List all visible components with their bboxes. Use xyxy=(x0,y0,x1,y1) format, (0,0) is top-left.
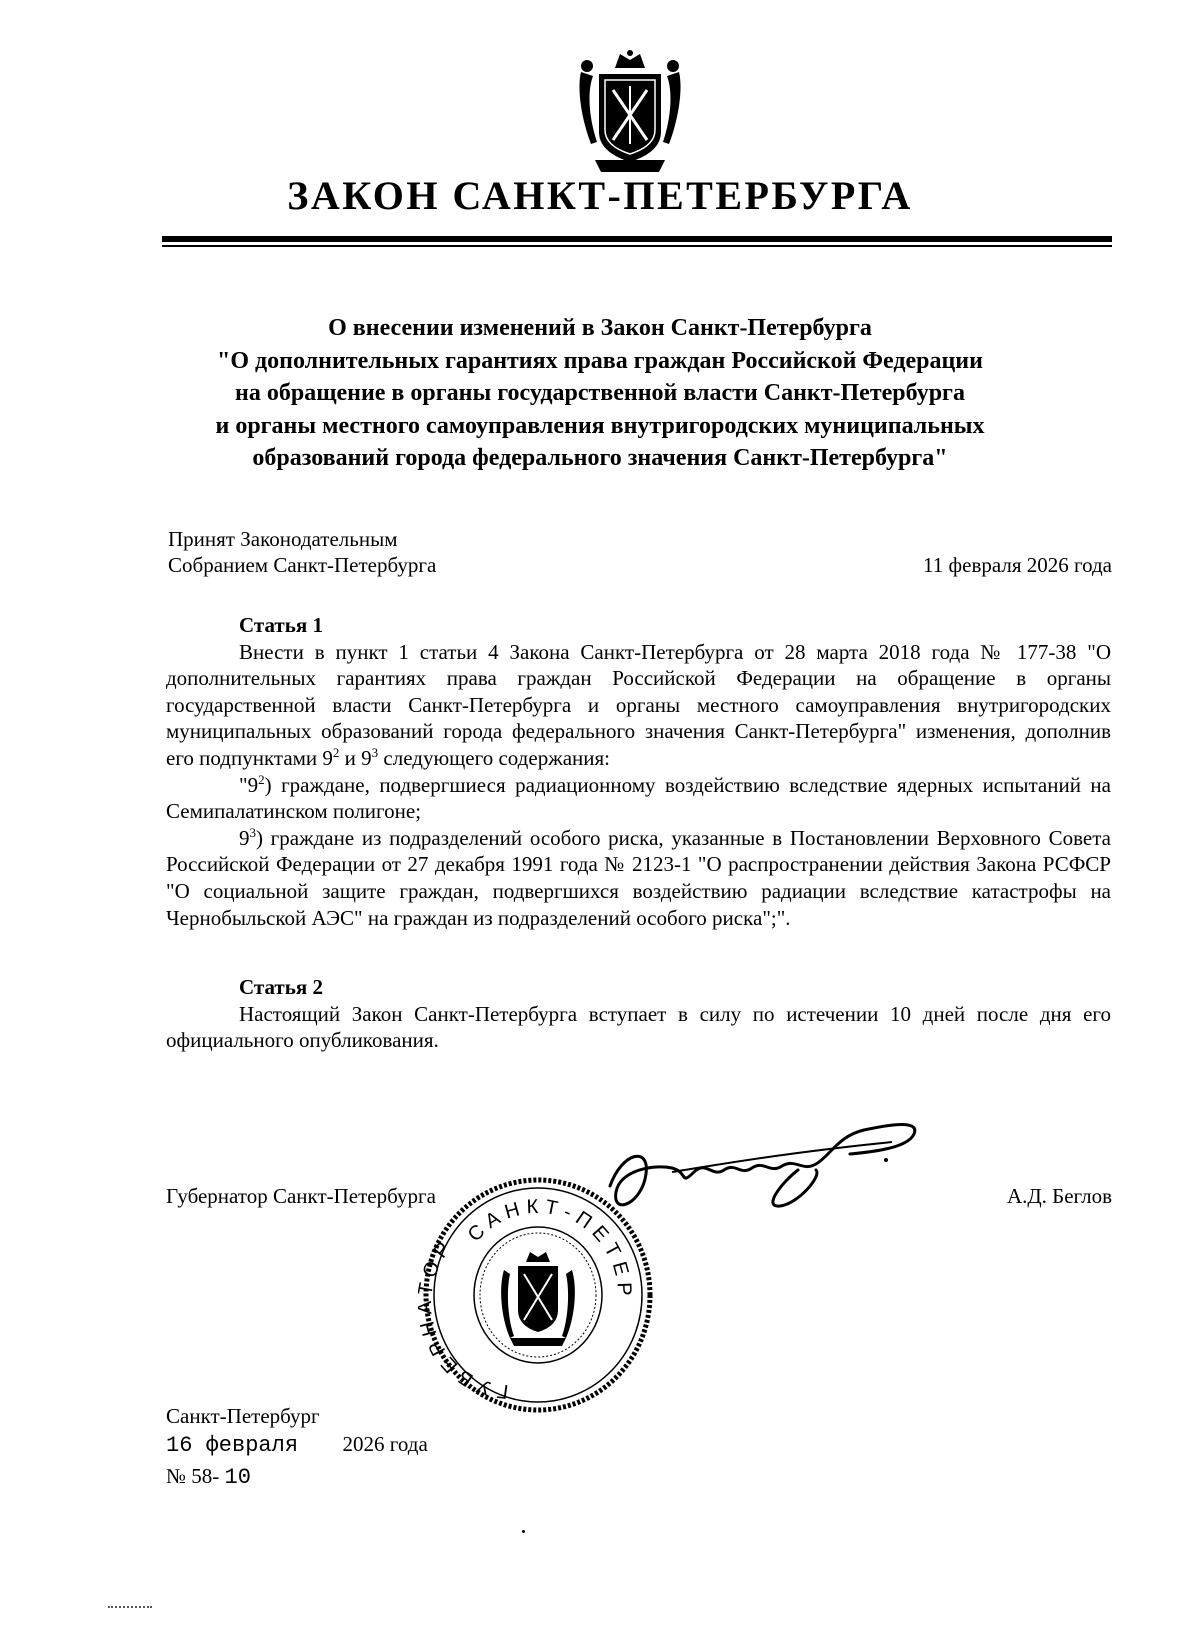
superscript: 3 xyxy=(371,744,379,760)
law-number-prefix: № 58- xyxy=(166,1464,220,1488)
text-run: и 9 xyxy=(339,745,372,770)
article-2-paragraph: Настоящий Закон Санкт-Петербурга вступает в силу по истечении 10 дней после дня его официального опубликования. xyxy=(166,1001,1111,1053)
seal-text-left: ГУБЕР ОР xyxy=(418,1233,510,1403)
text-run: ) граждане, подвергшиеся радиационному воздействию вследствие ядерных испытаний на Семипалатинском полигоне; xyxy=(166,772,1111,824)
superscript: 2 xyxy=(258,771,265,787)
governor-position: Губернатор Санкт-Петербурга xyxy=(166,1184,436,1208)
scan-speck xyxy=(108,1606,152,1610)
subtitle-line: О внесении изменений в Закон Санкт-Петербурга xyxy=(328,315,872,341)
subtitle-line: "О дополнительных гарантиях права граждан Российской Федерации xyxy=(217,347,983,374)
article-1-heading: Статья 1 xyxy=(239,613,323,637)
article-1-paragraph-2 xyxy=(166,772,1111,825)
text-run: "9 xyxy=(239,772,259,797)
title-rule-thick xyxy=(162,236,1112,242)
text-run: Внести в пункт 1 статьи 4 Закона Санкт-Петербурга от 28 марта 2018 года № 177-38 "О дополнительных гарантиях права граждан Российской Федерации на обращение в органы государственной власти Санкт-Петербурга и органы местного самоуправления внутригородских муниципальных образований города федерального значения Санкт-Петербурга" изменения, дополнив его подпунктами 9 xyxy=(166,639,1111,770)
subtitle-line: на обращение в органы государственной власти Санкт-Петербурга xyxy=(235,380,965,406)
text-run: 9 xyxy=(239,825,250,850)
adoption-line-2: Собранием Санкт-Петербурга xyxy=(168,553,437,577)
law-subtitle xyxy=(120,312,1080,475)
subtitle-line: и органы местного самоуправления внутригородских муниципальных xyxy=(215,412,985,439)
article-1 xyxy=(166,612,1111,931)
article-2-heading: Статья 2 xyxy=(239,975,323,999)
handwritten-signature xyxy=(602,1112,942,1224)
text-run: следующего содержания: xyxy=(378,745,610,770)
superscript: 2 xyxy=(332,744,340,760)
svg-text:ГУБЕРНАТОР xyxy=(418,1234,510,1403)
law-number-value: 10 xyxy=(224,1465,251,1490)
adoption-line-1: Принят Законодательным xyxy=(168,527,398,551)
article-1-paragraph-1 xyxy=(166,639,1111,772)
title-rule-thin xyxy=(162,245,1112,247)
place-of-signing: Санкт-Петербург xyxy=(166,1404,320,1428)
signing-date xyxy=(166,1432,428,1458)
seal-text-top: САНКТ-ПЕТЕР xyxy=(463,1195,636,1303)
governor-name: А.Д. Беглов xyxy=(1006,1184,1112,1208)
adoption-date: 11 февраля 2026 года xyxy=(923,553,1112,577)
article-2 xyxy=(166,974,1111,1054)
law-number xyxy=(166,1464,251,1490)
text-run: ) граждане из подразделений особого риска, указанные в Постановлении Верховного Совета Российской Федерации от 27 декабря 1991 года № 2123-1 "О распространении действия Закона РСФСР "О социальной защите граждан, подвергшихся воздействию радиации вследствие катастрофы на Чернобыльской АЭС" на граждан из подразделений особого риска";". xyxy=(166,825,1111,930)
signature-dot xyxy=(884,1158,888,1162)
adoption-block xyxy=(168,526,436,578)
coat-of-arms-icon xyxy=(575,48,685,176)
signing-date-day-month: 16 февраля xyxy=(166,1433,299,1458)
article-1-paragraph-3 xyxy=(166,825,1111,931)
scan-speck xyxy=(522,1530,525,1533)
signature-icon xyxy=(602,1112,942,1224)
signing-date-year: 2026 года xyxy=(342,1432,428,1456)
subtitle-line: образований города федерального значения Санкт-Петербурга" xyxy=(252,445,948,471)
coat-of-arms-emblem xyxy=(575,48,685,176)
superscript: 3 xyxy=(249,824,256,840)
document-title: ЗАКОН САНКТ-ПЕТЕРБУРГА xyxy=(287,173,913,218)
